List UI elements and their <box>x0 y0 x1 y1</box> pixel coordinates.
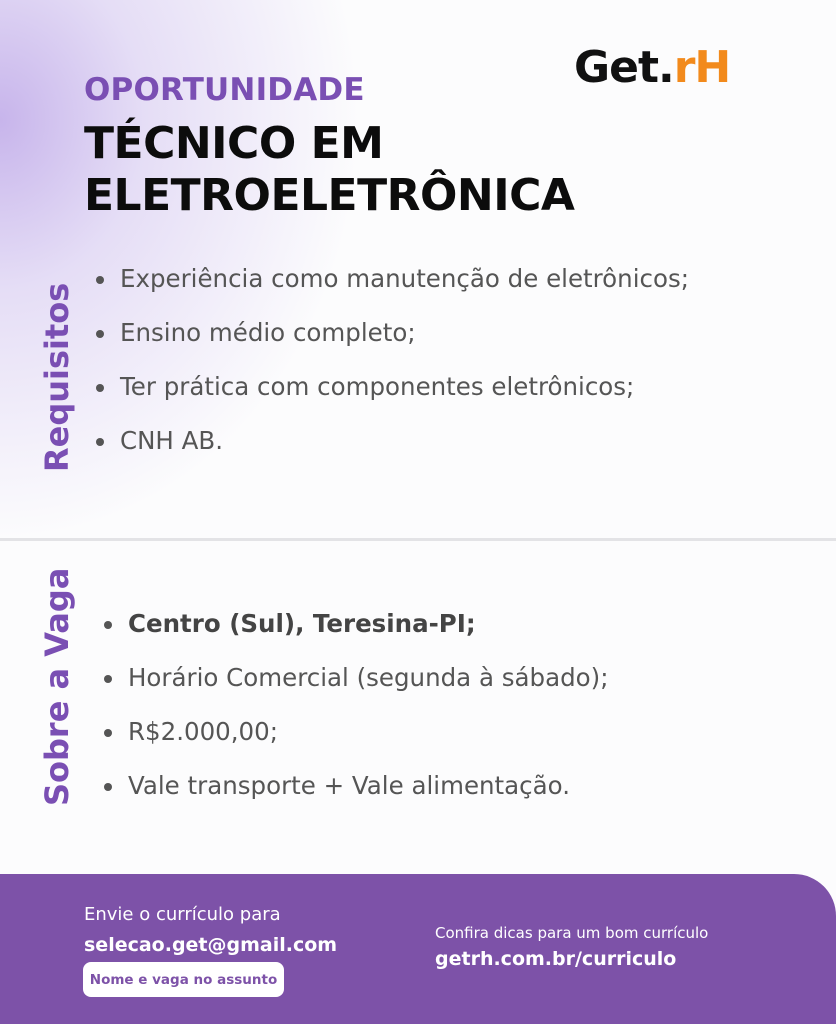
subject-note-badge: Nome e vaga no assunto <box>83 962 284 997</box>
list-item: Ter prática com componentes eletrônicos; <box>96 371 689 425</box>
logo-text-get: Get. <box>574 42 674 93</box>
list-item: Horário Comercial (segunda à sábado); <box>104 662 608 716</box>
contact-email[interactable]: selecao.get@gmail.com <box>84 934 338 956</box>
list-item: Ensino médio completo; <box>96 317 689 371</box>
sobre-vaga-list <box>104 608 608 824</box>
send-resume-label: Envie o currículo para <box>84 904 281 925</box>
section-divider <box>0 538 836 541</box>
logo-text-rh: rH <box>673 42 731 93</box>
list-item: Centro (Sul), Teresina-PI; <box>104 608 608 662</box>
list-item: Vale transporte + Vale alimentação. <box>104 770 608 824</box>
tips-link[interactable]: getrh.com.br/curriculo <box>435 948 677 970</box>
tips-label: Confira dicas para um bom currículo <box>435 924 709 942</box>
sobre-vaga-label: Sobre a Vaga <box>38 567 76 806</box>
job-title: TÉCNICO EM ELETROELETRÔNICA <box>84 118 575 221</box>
requisitos-list <box>96 263 689 479</box>
list-item: Experiência como manutenção de eletrônicos; <box>96 263 689 317</box>
requisitos-label: Requisitos <box>38 282 76 472</box>
getrh-logo <box>574 42 730 92</box>
kicker-text: OPORTUNIDADE <box>84 72 365 108</box>
list-item: CNH AB. <box>96 425 689 479</box>
list-item: R$2.000,00; <box>104 716 608 770</box>
footer-panel <box>0 874 836 1024</box>
